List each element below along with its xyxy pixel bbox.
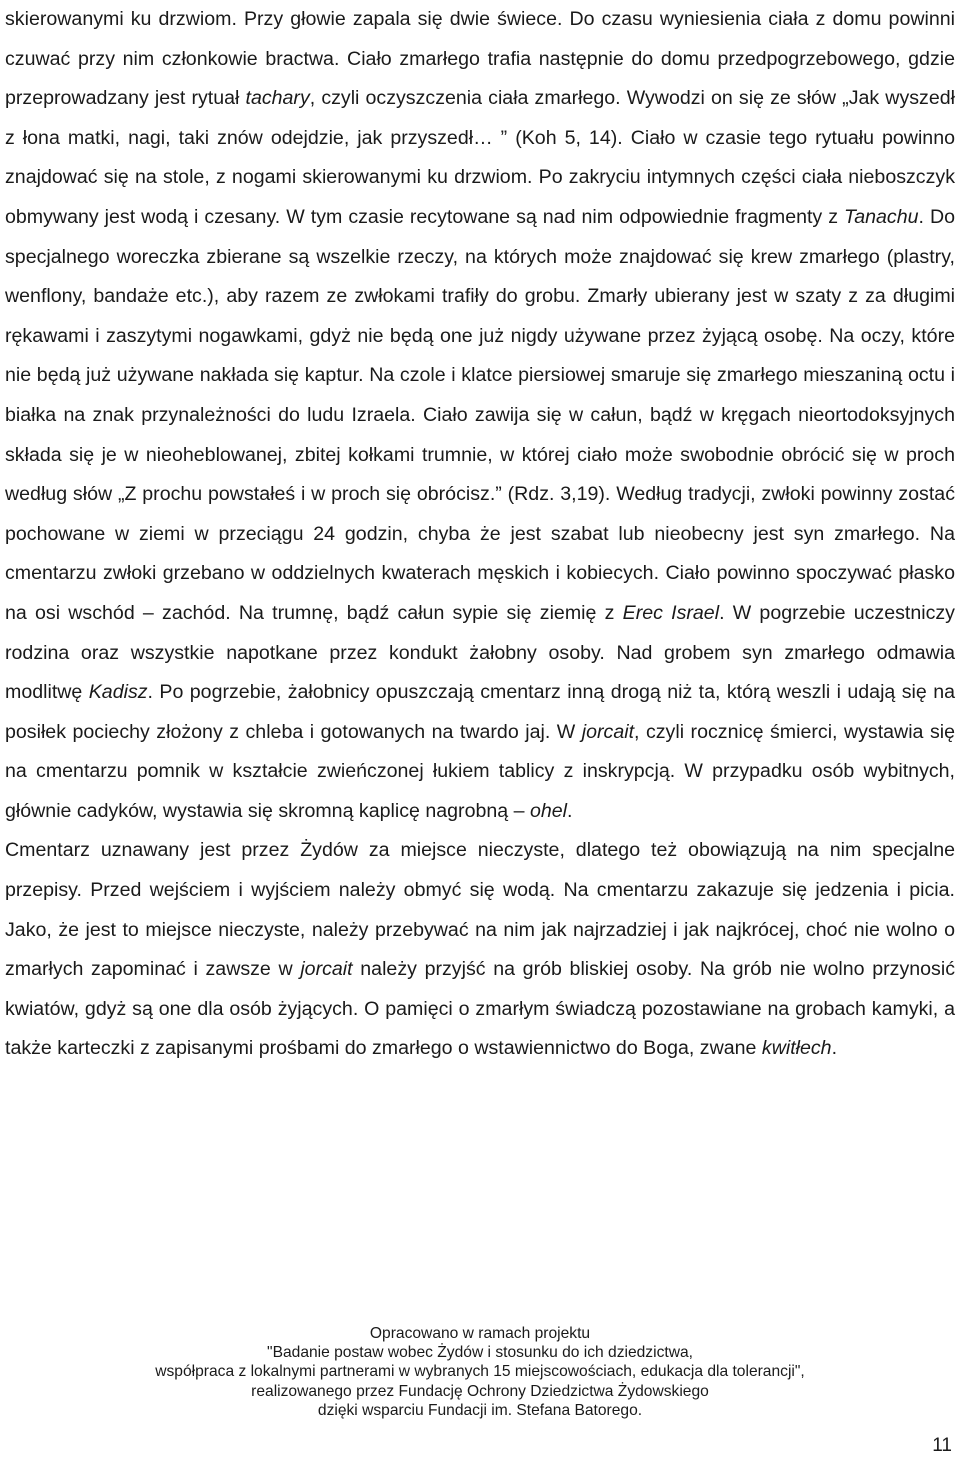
footer-line: współpraca z lokalnymi partnerami w wybranych 15 miejscowościach, edukacja dla tolerancji", [155, 1363, 805, 1381]
page-number: 11 [932, 1435, 952, 1456]
text-run: . Do specjalnego woreczka zbierane są wszelkie rzeczy, na których może znajdować się krew zmarłego (plastry, wenflony, bandaże etc.), aby razem ze zwłokami trafiły do grobu. Zmarły ubierany jest w szaty z za długimi rękawami i zaszytymi nogawkami, gdyż nie będą one już nigdy używane przez żyjącą osobę. Na oczy, które nie będą już używane nakłada się kaptur. Na czole i klatce piersiowej smaruje się zmarłego mieszaniną octu i białka na znak przynależności do ludu Izraela. Ciało zawija się w całun, bądź w kręgach nieortodoksyjnych składa się je w nieoheblowanej, zbitej kołkami trumnie, w której ciało może swobodnie obrócić się w proch według słów „Z prochu powstałeś i w proch się obrócisz.” (Rdz. 3,19). Według tradycji, zwłoki powinny zostać pochowane w ziemi w przeciągu 24 godzin, chyba że jest szabat lub nieobecny jest syn zmarłego. Na cmentarzu zwłoki grzebano w oddzielnych kwaterach męskich i kobiecych. Ciało powinno spoczywać płasko na osi wschód – zachód. Na trumnę, bądź całun sypie się ziemię z [5, 205, 956, 624]
footer-line: Opracowano w ramach projektu [369, 1325, 591, 1342]
text-run: . Po pogrzebie, żałobnicy opuszczają cmentarz inną drogą niż ta, którą weszli i udają się na posiłek pociechy złożony z chleba i gotowanych na twardo jaj. W [5, 681, 955, 743]
term-jorcait: jorcait [300, 958, 353, 981]
footer-line: realizowanego przez Fundację Ochrony Dziedzictwa Żydowskiego [251, 1382, 709, 1400]
text-run: . [831, 1037, 838, 1060]
text-run: . [567, 799, 573, 822]
text-run: . W pogrzebie uczestniczy rodzina oraz wszystkie napotkane przez kondukt żałobny osoby. Nad grobem syn zmarłego odmawia modlitwę [5, 601, 955, 704]
project-footer [0, 1324, 960, 1420]
paragraph-funeral-rites [5, 0, 955, 831]
footer-line: dzięki wsparciu Fundacji im. Stefana Batorego. [317, 1401, 643, 1419]
footer-line: "Badanie postaw wobec Żydów i stosunku do ich dziedzictwa, [267, 1344, 693, 1362]
paragraph-cemetery-rules [5, 831, 955, 1069]
term-kadisz: Kadisz [88, 681, 148, 704]
term-tachary: tachary [245, 87, 310, 110]
term-jorcait: jorcait [581, 720, 635, 743]
text-run: należy przyjść na grób bliskiej osoby. Na grób nie wolno przynosić kwiatów, gdyż są one dla osób żyjących. O pamięci o zmarłym świadczą pozostawiane na grobach kamyki, a także karteczki z zapisanymi prośbami do zmarłego o wstawiennictwo do Boga, zwane [5, 958, 955, 1060]
text-run: skierowanymi ku drzwiom. Przy głowie zapala się dwie świece. Do czasu wyniesienia ciała z domu powinni czuwać przy nim członkowie bractwa. Ciało zmarłego trafia następnie do domu przedpogrzebowego, gdzie przeprowadzany jest rytuał [5, 8, 955, 110]
term-tanachu: Tanachu [844, 205, 919, 228]
term-kwitlech: kwitłech [761, 1037, 832, 1060]
text-run: Cmentarz uznawany jest przez Żydów za miejsce nieczyste, dlatego też obowiązują na nim specjalne przepisy. Przed wejściem i wyjściem należy obmyć się wodą. Na cmentarzu zakazuje się jedzenia i picia. Jako, że jest to miejsce nieczyste, należy przebywać na nim jak najrzadziej i jak najkrócej, choć nie wolno o zmarłych zapominać i zawsze w [5, 839, 955, 981]
text-run: , czyli oczyszczenia ciała zmarłego. Wywodzi on się ze słów „Jak wyszedł z łona matki, nagi, taki znów odejdzie, jak przyszedł… ” (Koh 5, 14). Ciało w czasie tego rytuału powinno znajdować się na stole, z nogami skierowanymi ku drzwiom. Po zakryciu intymnych części ciała nieboszczyk obmywany jest wodą i czesany. W tym czasie recytowane są nad nim odpowiednie fragmenty z [5, 87, 955, 228]
term-ohel: ohel [529, 799, 567, 822]
term-erec-israel: Erec Israel [622, 601, 720, 624]
text-run: , czyli rocznicę śmierci, wystawia się na cmentarzu pomnik w kształcie zwieńczonej łukiem tablicy z inskrypcją. W przypadku osób wybitnych, głównie cadyków, wystawia się skromną kaplicę nagrobną – [5, 720, 955, 822]
document-body [5, 0, 955, 1069]
